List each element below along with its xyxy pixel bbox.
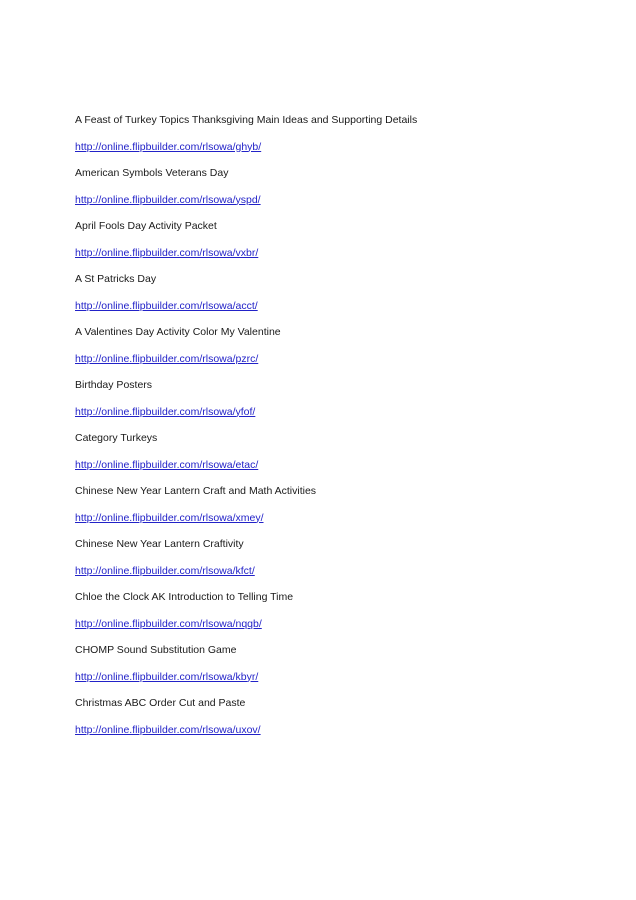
link-list	[75, 112, 595, 748]
entry-title: A Valentines Day Activity Color My Valentine	[75, 326, 281, 338]
entry-link[interactable]: http://online.flipbuilder.com/rlsowa/kbyr/	[75, 670, 259, 683]
entry-link[interactable]: http://online.flipbuilder.com/rlsowa/xmey/	[75, 511, 264, 524]
entry-link[interactable]: http://online.flipbuilder.com/rlsowa/yspd/	[75, 193, 261, 206]
entry-link[interactable]: http://online.flipbuilder.com/rlsowa/nqqb/	[75, 617, 262, 630]
entry-title: A St Patricks Day	[75, 273, 157, 285]
entry-title: American Symbols Veterans Day	[75, 167, 229, 179]
entry-link[interactable]: http://online.flipbuilder.com/rlsowa/uxov/	[75, 723, 261, 736]
entry-title: Christmas ABC Order Cut and Paste	[75, 697, 246, 709]
entry-link[interactable]: http://online.flipbuilder.com/rlsowa/etac/	[75, 458, 259, 471]
entry-title: Birthday Posters	[75, 379, 153, 391]
entry-title: CHOMP Sound Substitution Game	[75, 644, 237, 656]
entry-title: Chloe the Clock AK Introduction to Telling Time	[75, 591, 294, 603]
entry-link[interactable]: http://online.flipbuilder.com/rlsowa/yfof/	[75, 405, 256, 418]
entry-title: Chinese New Year Lantern Craft and Math Activities	[75, 485, 317, 497]
entry-link[interactable]: http://online.flipbuilder.com/rlsowa/kfct/	[75, 564, 255, 577]
entry-title: Chinese New Year Lantern Craftivity	[75, 538, 244, 550]
entry-link[interactable]: http://online.flipbuilder.com/rlsowa/acct/	[75, 299, 258, 312]
entry-link[interactable]: http://online.flipbuilder.com/rlsowa/pzrc/	[75, 352, 259, 365]
entry-link[interactable]: http://online.flipbuilder.com/rlsowa/ghyb/	[75, 140, 262, 153]
entry-title: April Fools Day Activity Packet	[75, 220, 217, 232]
entry-link[interactable]: http://online.flipbuilder.com/rlsowa/vxbr/	[75, 246, 259, 259]
entry-title: Category Turkeys	[75, 432, 158, 444]
entry-title: A Feast of Turkey Topics Thanksgiving Main Ideas and Supporting Details	[75, 114, 418, 126]
